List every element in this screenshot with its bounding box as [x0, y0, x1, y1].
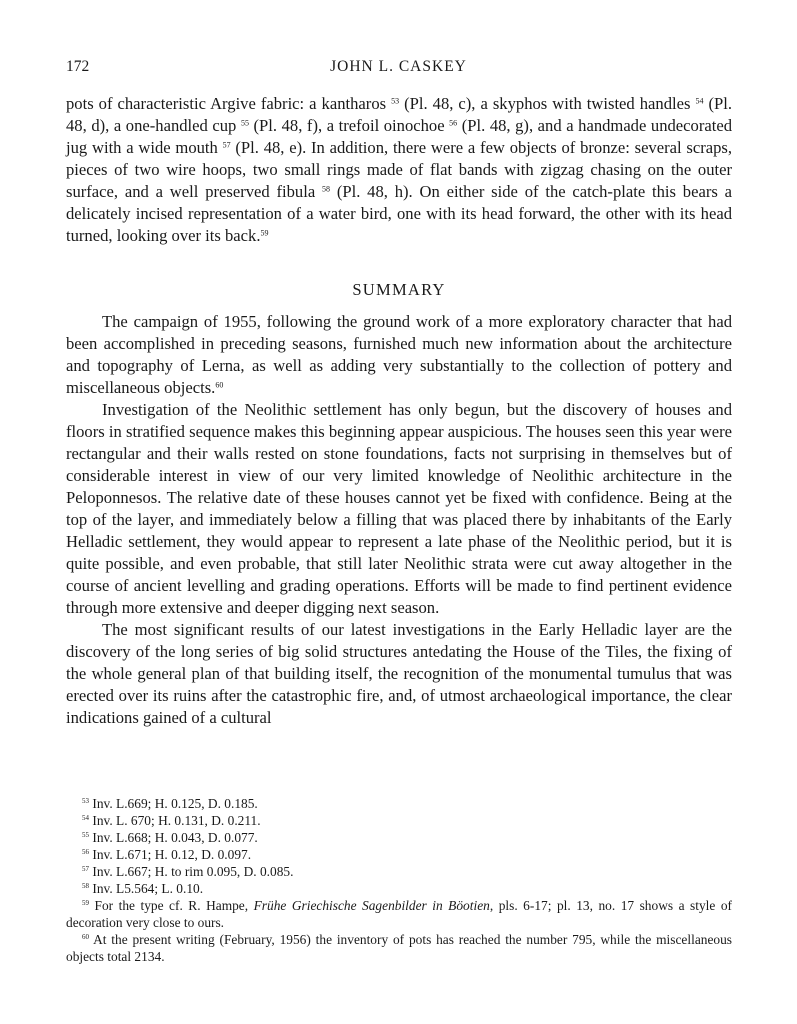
footnotes: [66, 795, 732, 965]
footnote-ref-55[interactable]: 55: [240, 118, 249, 128]
page-number: 172: [66, 58, 90, 75]
text-run: (Pl. 48, d), a one-handled cup: [66, 94, 732, 135]
footnote-59: [66, 897, 732, 931]
footnote-ref-54[interactable]: 54: [695, 96, 704, 106]
footnote-ref-56[interactable]: 56: [449, 118, 458, 128]
footnote-number: 53: [82, 797, 89, 806]
footnote-text: Inv. L.669; H. 0.125, D. 0.185.: [92, 796, 258, 811]
footnote-text: Inv. L. 670; H. 0.131, D. 0.211.: [92, 813, 261, 828]
section-title-summary: SUMMARY: [352, 280, 446, 299]
footnote-60: [66, 931, 732, 965]
text-run: (Pl. 48, e). In addition, there were a few objects of bronze: several scraps, pieces of two wire hoops, two small rings made of flat bands with zigzag chasing on the outer surface, and a well preserved fibula: [66, 138, 732, 201]
footnote-ref-57[interactable]: 57: [222, 140, 231, 150]
footnote-text: Inv. L.671; H. 0.12, D. 0.097.: [92, 847, 252, 862]
footnote-number: 56: [82, 848, 89, 857]
text-run: pots of characteristic Argive fabric: a kantharos: [66, 94, 392, 113]
footnote-text: Inv. L5.564; L. 0.10.: [92, 881, 204, 896]
paragraph-neolithic: Investigation of the Neolithic settlement has only begun, but the discovery of houses and floors in stratified sequence makes this beginning appear auspicious. The houses seen this year were rectangular and their walls rested on stone foundations, facts not surprising in themselves but of considerable interest in view of our very limited knowledge of Neolithic architecture in the Peloponnesos. The relative date of these houses cannot yet be fixed with confidence. Being at the top of the layer, and immediately below a filling that was placed there by inhabitants of the Early Helladic settlement, they would appear to represent a late phase of the Neolithic period, but it is quite possible, and even probable, that still later Neolithic strata were cut away altogether in the course of ancient levelling and grading operations. Efforts will be made to find pertinent evidence through more extensive and deeper digging next season.: [66, 400, 732, 617]
footnote-ref-59[interactable]: 59: [260, 228, 269, 238]
footnote-number: 54: [82, 814, 89, 823]
footnote-54: [66, 812, 732, 829]
paragraph-campaign: [66, 311, 732, 399]
footnote-text: Inv. L.667; H. to rim 0.095, D. 0.085.: [92, 864, 294, 879]
footnote-55: [66, 829, 732, 846]
footnote-number: 60: [82, 933, 89, 942]
footnote-text: For the type cf. R. Hampe,: [94, 898, 254, 913]
footnote-text: Inv. L.668; H. 0.043, D. 0.077.: [92, 830, 258, 845]
page-header: [66, 58, 731, 80]
footnote-ref-60[interactable]: 60: [215, 380, 224, 390]
footnote-number: 55: [82, 831, 89, 840]
footnote-number: 59: [82, 899, 89, 908]
footnote-number: 58: [82, 882, 89, 891]
paragraph-continued: [66, 93, 732, 247]
text-run: (Pl. 48, c), a skyphos with twisted handles: [399, 94, 696, 113]
footnote-text: , pls. 6-17; pl. 13, no. 17 shows a style of decoration very close to ours.: [66, 898, 732, 930]
cited-book-title: Frühe Griechische Sagenbilder in Böotien: [253, 898, 490, 913]
footnote-text: At the present writing (February, 1956) the inventory of pots has reached the number 795, while the miscellaneous objects total 2134.: [66, 932, 732, 964]
footnote-number: 57: [82, 865, 89, 874]
running-head: JOHN L. CASKEY: [330, 58, 467, 75]
footnote-57: [66, 863, 732, 880]
footnote-ref-58[interactable]: 58: [322, 184, 331, 194]
footnote-56: [66, 846, 732, 863]
text-run: The campaign of 1955, following the ground work of a more exploratory character that had been accomplished in preceding seasons, furnished much new information about the architecture and topography of Lerna, as well as adding very substantially to the collection of pottery and miscellaneous objects.: [66, 312, 732, 397]
text-run: (Pl. 48, h). On either side of the catch-plate this bears a delicately incised representation of a water bird, one with its head forward, the other with its head turned, looking over its back.: [66, 182, 732, 245]
text-run: (Pl. 48, g), and a handmade undecorated jug with a wide mouth: [66, 116, 732, 157]
footnote-58: [66, 880, 732, 897]
paragraph-early-helladic: The most significant results of our latest investigations in the Early Helladic layer are the discovery of the long series of big solid structures antedating the House of the Tiles, the fixing of the whole general plan of that building itself, the recognition of the monumental tumulus that was erected over its ruins after the catastrophic fire, and, of utmost archaeological importance, the clear indications gained of a cultural: [66, 620, 732, 727]
footnote-53: [66, 795, 732, 812]
main-text: [66, 93, 732, 729]
footnote-ref-53[interactable]: 53: [391, 96, 400, 106]
text-run: (Pl. 48, f), a trefoil oinochoe: [248, 116, 450, 135]
